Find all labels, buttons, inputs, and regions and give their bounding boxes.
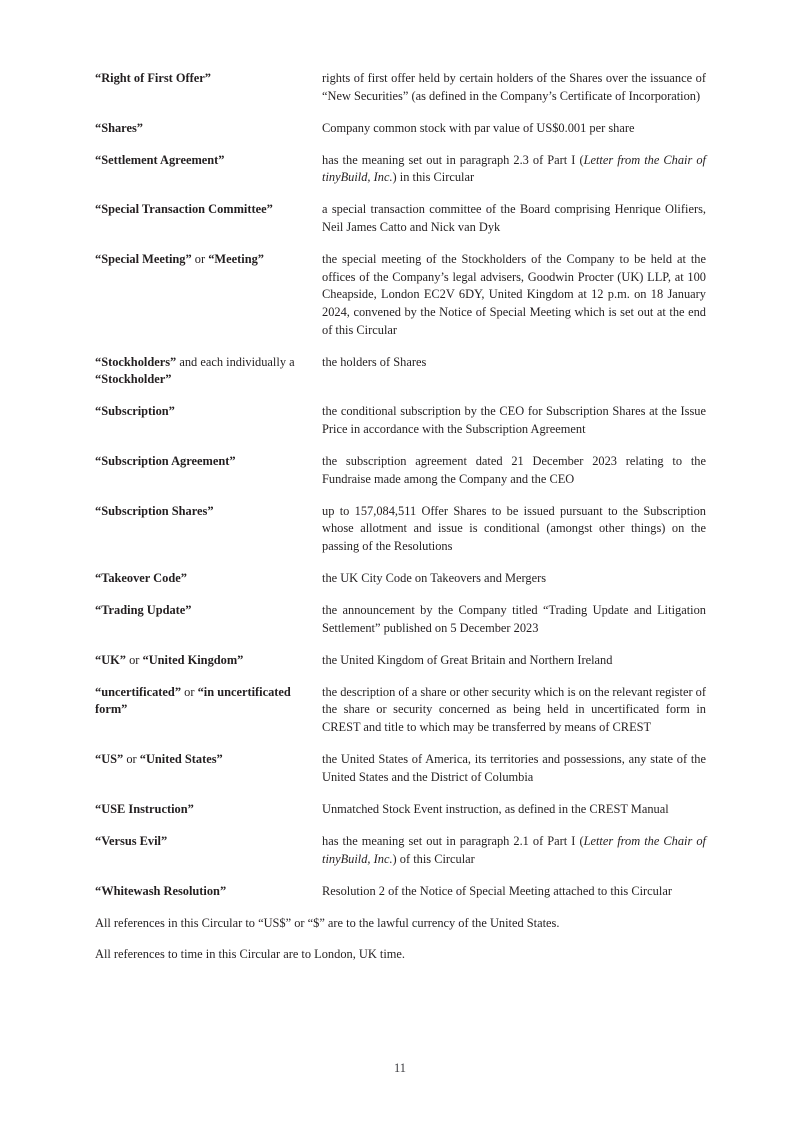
glossary-term-text: “United Kingdom” — [142, 652, 244, 667]
glossary-definition-text: the subscription agreement dated 21 December 2023 relating to the Fundraise made among the Company and the CEO — [322, 454, 706, 486]
glossary-definition-text: rights of first offer held by certain holders of the Shares over the issuance of “New Securities” (as defined in the Company’s Certificate of Incorporation) — [322, 71, 706, 103]
glossary-term — [95, 453, 322, 471]
glossary-term-text: “in uncertificated form” — [95, 684, 291, 717]
glossary-entry — [95, 453, 706, 488]
glossary-term-text: or — [181, 684, 198, 699]
glossary-definition — [322, 833, 706, 868]
glossary-term — [95, 751, 322, 769]
glossary-term-text: “Subscription Shares” — [95, 503, 214, 518]
page-number: 11 — [394, 1061, 406, 1075]
glossary-entry — [95, 801, 706, 819]
glossary-definition-text: Unmatched Stock Event instruction, as defined in the CREST Manual — [322, 801, 669, 816]
glossary-entry — [95, 602, 706, 637]
glossary-definition-text: a special transaction committee of the Board comprising Henrique Olifiers, Neil James Catto and Nick van Dyk — [322, 202, 706, 235]
glossary-term-text: “Stockholders” — [95, 354, 177, 369]
glossary-definitions-list — [95, 70, 706, 900]
glossary-definition-text: ) in this Circular — [392, 170, 475, 185]
glossary-entry — [95, 684, 706, 737]
glossary-definition — [322, 354, 706, 372]
glossary-entry — [95, 751, 706, 786]
glossary-term-text: “United States” — [139, 752, 223, 767]
glossary-entry — [95, 652, 706, 670]
glossary-term-text: “USE Instruction” — [95, 801, 194, 816]
glossary-entry — [95, 120, 706, 138]
glossary-term-text: “Whitewash Resolution” — [95, 883, 227, 898]
glossary-term-text: “US” — [95, 752, 124, 767]
glossary-term — [95, 652, 322, 670]
glossary-definition-text: the special meeting of the Stockholders of the Company to be held at the offices of the Company’s legal advisers, Goodwin Procter (UK) LLP, at 100 Cheapside, London EC2V 6DY, United Kingdom at 12 p.m. on 18 January 2024, convened by the Notice of Special Meeting which is set out at the end of this Circular — [322, 252, 706, 337]
glossary-definition — [322, 152, 706, 187]
glossary-term-text: “Subscription Agreement” — [95, 454, 236, 468]
glossary-definition-text: the UK City Code on Takeovers and Mergers — [322, 570, 547, 585]
glossary-term — [95, 70, 322, 88]
glossary-term — [95, 684, 322, 719]
glossary-term — [95, 570, 322, 588]
glossary-definition-text: the United Kingdom of Great Britain and Northern Ireland — [322, 652, 613, 667]
glossary-definition — [322, 453, 706, 488]
glossary-term — [95, 354, 322, 389]
glossary-term-text: “uncertificated” — [95, 684, 182, 699]
glossary-definition — [322, 120, 706, 138]
glossary-term — [95, 403, 322, 421]
glossary-term-text: “Special Transaction Committee” — [95, 202, 273, 217]
glossary-term-text: “Takeover Code” — [95, 570, 187, 585]
glossary-term-text: “UK” — [95, 652, 126, 667]
glossary-entry — [95, 251, 706, 339]
closing-paragraph: All references in this Circular to “US$” or “$” are to the lawful currency of the United States. — [95, 915, 560, 930]
glossary-entry — [95, 201, 706, 236]
glossary-term — [95, 120, 322, 138]
glossary-entry — [95, 354, 706, 389]
glossary-entry — [95, 152, 706, 187]
glossary-term — [95, 152, 322, 170]
glossary-term-text: or — [125, 652, 143, 667]
glossary-definition-text: Letter from the Chair of tinyBuild, Inc. — [322, 152, 706, 185]
glossary-term-text: “Shares” — [95, 120, 143, 135]
glossary-definition — [322, 751, 706, 786]
glossary-term-text: “Meeting” — [208, 252, 264, 267]
glossary-term-text: “Subscription” — [95, 404, 175, 419]
glossary-term-text: “Versus Evil” — [95, 833, 168, 848]
glossary-definition — [322, 570, 706, 588]
glossary-entry — [95, 403, 706, 438]
glossary-definition-text: Letter from the Chair of tinyBuild, Inc. — [322, 833, 706, 866]
glossary-definition-text: ) of this Circular — [392, 851, 475, 866]
glossary-term — [95, 883, 322, 901]
glossary-definition — [322, 403, 706, 438]
glossary-entry — [95, 503, 706, 556]
glossary-definition-text: the description of a share or other security which is on the relevant register of the share or security concerned as being held in uncertificated form in CREST and title to which may be transferred by means of CREST — [322, 684, 706, 735]
glossary-term-text: and each individually a — [176, 354, 295, 369]
glossary-term — [95, 201, 322, 219]
glossary-term — [95, 801, 322, 819]
glossary-term-text: “Trading Update” — [95, 603, 192, 618]
glossary-definition-text: has the meaning set out in paragraph 2.3 of Part I ( — [322, 152, 584, 167]
glossary-term-text: or — [123, 752, 140, 767]
glossary-definition — [322, 602, 706, 637]
glossary-definition-text: Company common stock with par value of US$0.001 per share — [322, 120, 635, 135]
glossary-term — [95, 503, 322, 521]
glossary-term — [95, 602, 322, 620]
glossary-definition — [322, 883, 706, 901]
glossary-term — [95, 833, 322, 851]
glossary-definition — [322, 70, 706, 105]
glossary-term-text: “Right of First Offer” — [95, 71, 211, 85]
glossary-definition-text: the United States of America, its territories and possessions, any state of the United States and the District of Columbia — [322, 752, 706, 784]
glossary-definition — [322, 201, 706, 236]
glossary-term-text: or — [191, 252, 209, 267]
glossary-entry — [95, 883, 706, 901]
glossary-term-text: “Special Meeting” — [95, 252, 192, 267]
glossary-definition-text: the holders of Shares — [322, 354, 427, 369]
glossary-definition-text: up to 157,084,511 Offer Shares to be issued pursuant to the Subscription whose allotment and issue is conditional (amongst other things) on the passing of the Resolutions — [322, 503, 706, 553]
closing-paragraph: All references to time in this Circular are to London, UK time. — [95, 947, 406, 962]
glossary-term-text: “Stockholder” — [95, 372, 172, 387]
page-content — [95, 70, 706, 978]
glossary-definition-text: the conditional subscription by the CEO for Subscription Shares at the Issue Price in accordance with the Subscription Agreement — [322, 404, 706, 436]
glossary-entry — [95, 570, 706, 588]
closing-paragraphs — [95, 915, 706, 964]
glossary-definition-text: Resolution 2 of the Notice of Special Meeting attached to this Circular — [322, 883, 672, 898]
glossary-term — [95, 251, 322, 269]
glossary-definition — [322, 503, 706, 556]
glossary-definition-text: the announcement by the Company titled “Trading Update and Litigation Settlement” published on 5 December 2023 — [322, 603, 706, 635]
glossary-term-text: “Settlement Agreement” — [95, 152, 225, 167]
glossary-definition — [322, 251, 706, 339]
glossary-definition — [322, 801, 706, 819]
glossary-definition-text: has the meaning set out in paragraph 2.1 of Part I ( — [322, 833, 584, 848]
glossary-entry — [95, 833, 706, 868]
glossary-entry — [95, 70, 706, 105]
glossary-definition — [322, 652, 706, 670]
glossary-definition — [322, 684, 706, 737]
